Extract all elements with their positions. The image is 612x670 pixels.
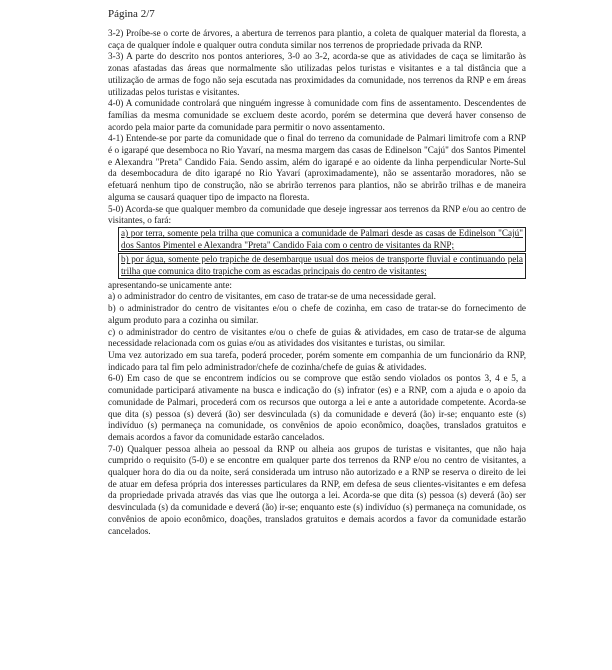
option-water-box [118, 253, 526, 278]
option-land-text: a) por terra, somente pela trilha que comunica a comunidade de Palmari desde as casas de Edinelson "Cajú" dos Santos Pimentel e Alexandra "Preta" Candido Faia com o centro de visitantes da RNP; [121, 227, 523, 250]
clause-4-0: 4-0) A comunidade controlará que ninguém ingresse à comunidade com fins de assentamento. Descendentes de famílias da mesma comunidade se excluem deste acordo, porém se determina que deverá haver consenso de acordo pela maior parte da comunidade para permitir o novo assentamento. [108, 98, 526, 132]
page-number: Página 2/7 [108, 8, 155, 20]
contact-b: b) o administrador do centro de visitantes e/ou o chefe de cozinha, em caso de tratar-se do fornecimento de algum produto para a cozinha ou similar. [108, 303, 526, 325]
clause-3-3: 3-3) A parte do descrito nos pontos anteriores, 3-0 ao 3-2, acorda-se que as atividades de caça se limitarão às zonas afastadas das áreas que normalmente são utilizadas pelos turistas e visitantes e a tal distância que a utilização de armas de fogo não seja escutada nas proximidades da comunidade, nos terrenos da RNP e em áreas utilizadas pelos turistas e visitantes. [108, 51, 526, 97]
clause-7-0: 7-0) Qualquer pessoa alheia ao pessoal da RNP ou alheia aos grupos de turistas e visitantes, que não haja cumprido o requisito (5-0) e se encontre em qualquer parte dos terrenos da RNP e/ou no centro de visitantes, a qualquer hora do dia ou da noite, será considerada um intruso não autorizado e a RNP se reserva o direito de lei de atuar em defesa própria dos interesses particulares da RNP, em defesa de seus clientes-visitantes e em defesa da propriedade privada através das vias que lhe outorga a lei. Acorda-se que dita (s) pessoa (s) deverá (ão) ser desvinculada (s) da comunidade e deverá (ão) ir-se; enquanto este (s) indivíduo (s) permaneça na comunidade, os convênios de apoio econômico, doações, translados gratuitos e demais acordos a favor da comunidade estarão cancelados. [108, 443, 526, 536]
option-water-text: b) por água, somente pelo trapiche de desembarque usual dos meios de transporte fluvial e continuando pela trilha que comunica dito trapiche com as escadas principais do centro de visitantes; [121, 254, 523, 277]
clause-5-0: 5-0) Acorda-se que qualquer membro da comunidade que deseje ingressar aos terrenos da RNP e/ou ao centro de visitantes, o fará: [108, 203, 526, 226]
option-land-box [118, 227, 526, 252]
authorized-note: Uma vez autorizado em sua tarefa, poderá proceder, porém somente em companhia de um funcionário da RNP, indicado para tal fim pelo administrador/chefe de cozinha/chefe de guias & atividades. [108, 349, 526, 372]
entry-options [118, 227, 526, 279]
clause-3-2: 3-2) Proíbe-se o corte de árvores, a abertura de terrenos para plantio, a coleta de qualquer material da floresta, a caça de qualquer índole e qualquer outra conduta similar nos terrenos de propriedade privada da RNP. [108, 28, 526, 50]
clause-4-1: 4-1) Entende-se por parte da comunidade que o final do terreno da comunidade de Palmari limitrofe com a RNP é o igarapé que desemboca no Rio Yavarí, na mesma margem das casas de Edinelson "Cajú" dos Santos Pimentel e Alexandra "Preta" Candido Faia. Sendo assim, além do igarapé e ao oidente da linha perpendicular Norte-Sul da desembocadura de dito igarapé no Rio Yavarí (aproximadamente), não se assentarão moradores, não se efetuará nenhum tipo de construção, não se abrirão terrenos para plantios, não se abrirão trilhas e de maneira alguma se causará quaquer tipo de impacto na floresta. [108, 133, 526, 202]
present-before-label: apresentando-se unicamente ante: [108, 279, 232, 290]
document-body [108, 28, 526, 537]
clause-6-0: 6-0) Em caso de que se encontrem indícios ou se comprove que estão sendo violados os pontos 3, 4 e 5, a comunidade participará ativamente na busca e indicação do (s) infrator (es) e a RNP, com a ajuda e o apoio da comunidade de Palmari, procederá com os recursos que outorga a lei e ante a autoridade competente. Acorda-se que dita (s) pessoa (s) deverá (ão) ser desvinculada (s) da comunidade e deverá (ão) ir-se; enquanto este (s) indivíduo (s) permaneça na comunidade, os convênios de apoio econômico, doações, translados gratuitos e demais acordos a favor da comunidade estarão cancelados. [108, 373, 526, 442]
contact-a: a) o administrador do centro de visitantes, em caso de tratar-se de uma necessidade geral. [108, 291, 436, 302]
contact-c: c) o administrador do centro de visitantes e/ou o chefe de guias & atividades, em caso de tratar-se de alguma necessidade relacionada com os guias e/ou as atividades dos visitantes e turistas, ou similar. [108, 326, 526, 349]
